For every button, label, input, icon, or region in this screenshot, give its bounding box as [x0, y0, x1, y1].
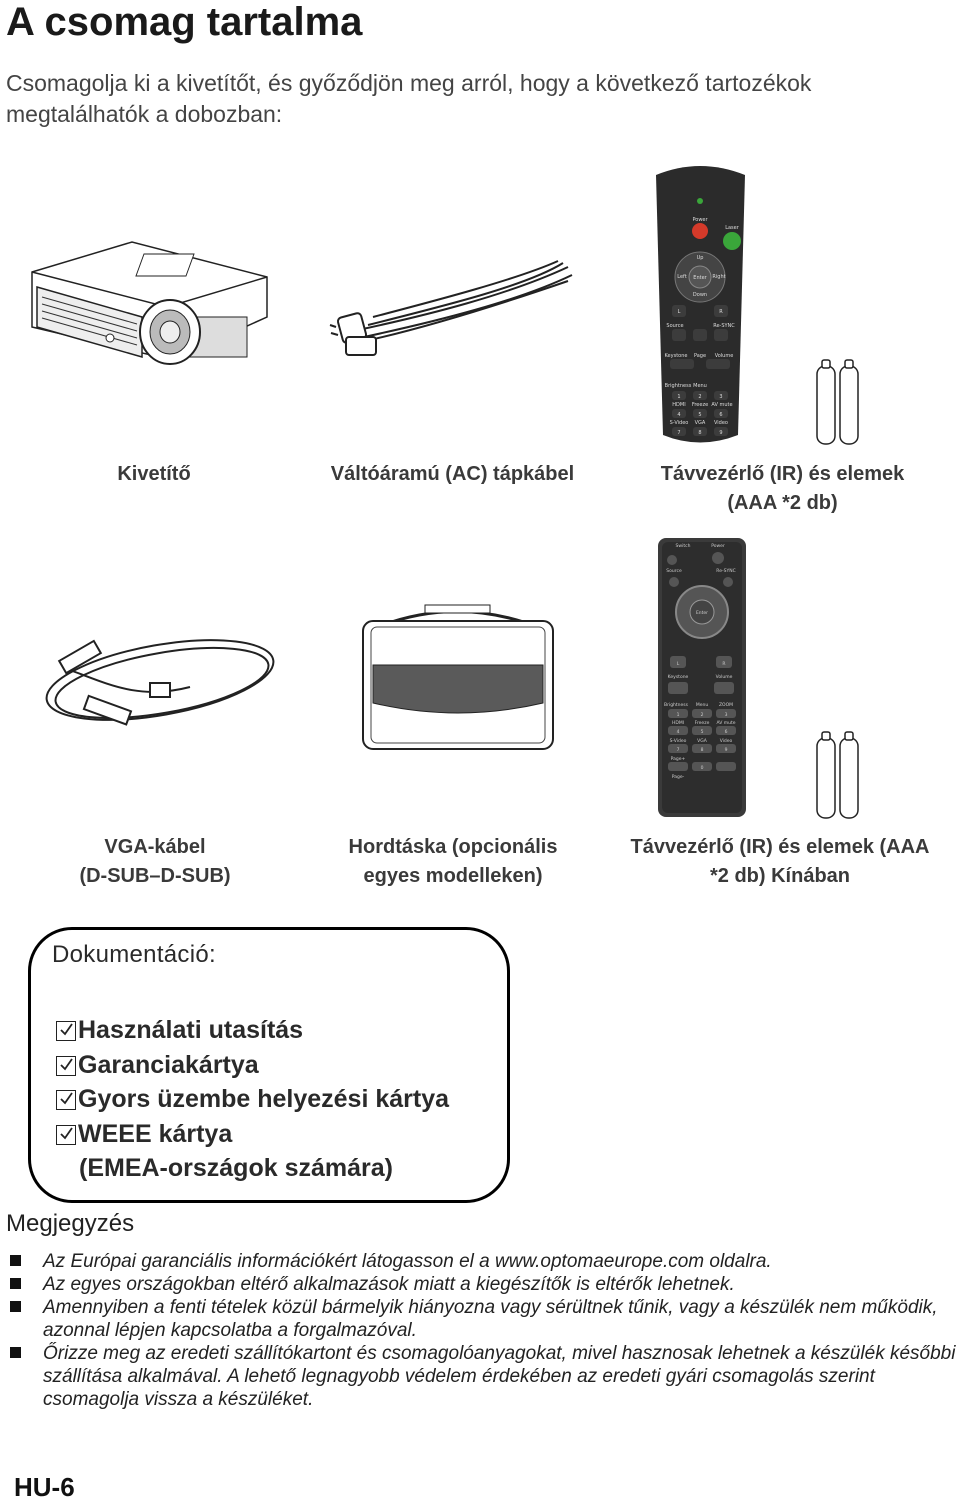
r1-label-svideo: S-Video: [669, 420, 689, 426]
doc-item: WEEE kártya: [56, 1117, 449, 1152]
r2-label-pageplus: Page+: [670, 757, 686, 762]
doc-item: Használati utasítás: [56, 1013, 449, 1048]
r2-label-enter: Enter: [695, 611, 709, 616]
r1-digit: 6: [719, 412, 723, 418]
r1-digit: 3: [719, 394, 723, 400]
r1-label-r: R: [719, 309, 723, 315]
checkbox-checked-icon: [56, 1056, 76, 1076]
r1-label-source: Source: [666, 323, 684, 329]
r2-label-r: R: [722, 662, 726, 667]
note-item: Őrizze meg az eredeti szállítókartont és csomagolóanyagokat, mivel hasznosak lehetnek a készülék későbbi szállítása alkalmával. A lehető legnagyobb védelem érdekében az eredeti gyári csomagolás szerint csomagolja vissza a készüléket.: [10, 1342, 960, 1411]
caption-projector: Kivetítő: [117, 463, 191, 485]
r2-digit: 2: [700, 713, 704, 718]
projector-icon: [22, 232, 272, 382]
r2-label-pageminus: Page-: [671, 775, 685, 780]
note-item: Az egyes országokban eltérő alkalmazások miatt a kiegészítők is eltérők lehetnek.: [10, 1273, 960, 1296]
checkbox-checked-icon: [56, 1021, 76, 1041]
r1-label-video: Video: [713, 420, 729, 426]
r1-label-keystone: Keystone: [664, 353, 688, 359]
square-bullet-icon: [10, 1255, 21, 1266]
square-bullet-icon: [10, 1278, 21, 1289]
r2-digit: 7: [676, 748, 680, 753]
r1-label-l: L: [677, 309, 681, 315]
r1-digit: 5: [698, 412, 702, 418]
r2-label-video: Video: [719, 739, 733, 744]
r2-label-power: Power: [711, 544, 725, 549]
doc-item: Garanciakártya: [56, 1048, 449, 1083]
r2-digit: 0: [700, 766, 704, 771]
r1-digit: 2: [698, 394, 702, 400]
caption-remote-china: Távvezérlő (IR) és elemek (AAA *2 db) Kínában: [630, 836, 930, 887]
r1-label-menu: Menu: [693, 383, 707, 389]
r2-label-resync: Re-SYNC: [716, 569, 736, 574]
r2-digit: 4: [676, 730, 680, 735]
batteries-icon: [812, 728, 862, 820]
r1-label-down: Down: [692, 292, 708, 298]
r1-label-left: Left: [677, 274, 687, 280]
r1-label-volume: Volume: [714, 353, 734, 359]
r2-label-l: L: [676, 662, 680, 667]
batteries-icon: [812, 356, 862, 446]
r1-label-hdmi: HDMI: [672, 402, 686, 408]
checkbox-checked-icon: [56, 1125, 76, 1145]
page-title: A csomag tartalma: [6, 0, 363, 44]
caption-remote: Távvezérlő (IR) és elemek (AAA *2 db): [660, 463, 905, 514]
r2-label-avmute: AV mute: [716, 721, 736, 726]
carrying-case-icon: [355, 603, 560, 753]
r2-label-volume: Volume: [715, 675, 733, 680]
r1-digit: 9: [719, 430, 723, 436]
note-item: Amennyiben a fenti tételek közül bármelyik hiányozna vagy sérültnek tűnik, vagy a készülék nem működik, azonnal lépjen kapcsolatba a forgalmazóval.: [10, 1296, 960, 1342]
square-bullet-icon: [10, 1301, 21, 1312]
r2-digit: 8: [700, 748, 704, 753]
r2-label-source: Source: [666, 569, 682, 574]
r1-label-up: Up: [696, 255, 704, 261]
r1-label-brightness: Brightness: [664, 383, 692, 389]
r1-label-right: Right: [712, 274, 726, 280]
vga-cable-icon: [30, 625, 280, 740]
r1-label-vga: VGA: [694, 420, 706, 426]
notes-heading: Megjegyzés: [6, 1210, 135, 1237]
r1-label-freeze: Freeze: [691, 402, 709, 408]
r2-label-hdmi: HDMI: [671, 721, 685, 726]
caption-carrying-case: Hordtáska (opcionális egyes modelleken): [348, 836, 558, 887]
r1-digit: 1: [677, 394, 681, 400]
r2-label-brightness: Brightness: [664, 703, 688, 708]
square-bullet-icon: [10, 1347, 21, 1358]
notes-list: [10, 1250, 960, 1411]
r2-digit: 9: [724, 748, 728, 753]
note-item: Az Európai garanciális információkért látogasson el a www.optomaeurope.com oldalra.: [10, 1250, 960, 1273]
r1-label-laser: Laser: [725, 225, 739, 231]
r1-label-page: Page: [693, 353, 707, 359]
r1-digit: 8: [698, 430, 702, 436]
r2-label-vga: VGA: [697, 739, 707, 744]
r1-digit: 4: [677, 412, 681, 418]
doc-sub-item: (EMEA-országok számára): [79, 1154, 393, 1182]
r2-digit: 5: [700, 730, 704, 735]
r2-label-freeze: Freeze: [694, 721, 710, 726]
caption-power-cable: Váltóáramú (AC) tápkábel: [330, 463, 575, 485]
remote-control-icon: [648, 165, 753, 447]
doc-item: Gyors üzembe helyezési kártya: [56, 1082, 449, 1117]
r2-label-menu: Menu: [695, 703, 709, 708]
r2-label-svideo: S-Video: [669, 739, 687, 744]
r1-label-power: Power: [692, 217, 708, 223]
r2-digit: 3: [724, 713, 728, 718]
r2-digit: 1: [676, 713, 680, 718]
page-number: HU-6: [14, 1472, 75, 1502]
documentation-title: Dokumentáció:: [52, 941, 216, 968]
r1-label-resync: Re-SYNC: [713, 323, 735, 329]
documentation-list: [56, 1013, 449, 1186]
r1-label-enter: Enter: [693, 275, 707, 281]
r2-label-switch: Switch: [675, 544, 691, 549]
r1-label-avmute: AV mute: [711, 402, 733, 408]
r2-digit: 6: [724, 730, 728, 735]
r1-digit: 7: [677, 430, 681, 436]
remote-control-china-icon: [656, 536, 748, 819]
checkbox-checked-icon: [56, 1090, 76, 1110]
r2-label-zoom: ZOOM: [718, 703, 734, 708]
power-cable-icon: [328, 255, 578, 365]
caption-vga-cable: VGA-kábel (D-SUB–D-SUB): [79, 836, 231, 887]
r2-label-keystone: Keystone: [667, 675, 689, 680]
intro-text: Csomagolja ki a kivetítőt, és győződjön meg arról, hogy a következő tartozékok megtalálhatók a dobozban:: [6, 70, 812, 127]
